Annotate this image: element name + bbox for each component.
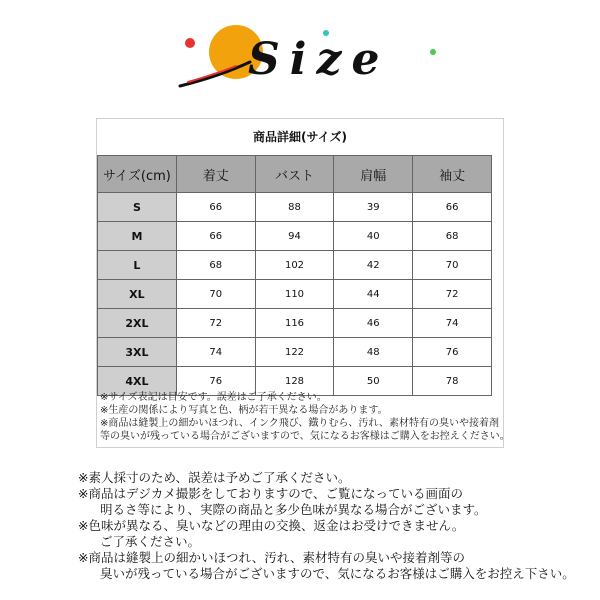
cell-bust: 88 — [255, 193, 334, 222]
cell-length: 66 — [176, 193, 255, 222]
cell-sleeve: 78 — [413, 367, 492, 396]
table-note: ※生産の関係により写真と色、柄が若干異なる場合があります。 — [100, 405, 388, 416]
table-note: ※商品は縫製上の細かいほつれ、インク飛び、鐡りむら、汚れ、素材特有の臭いや接着剤 — [100, 418, 499, 429]
table-title: 商品詳細(サイズ) — [252, 130, 347, 144]
header-row — [98, 156, 492, 193]
cell-length: 74 — [176, 338, 255, 367]
cell-sleeve: 76 — [413, 338, 492, 367]
cell-shoulder: 50 — [334, 367, 413, 396]
cell-bust: 128 — [255, 367, 334, 396]
header-bust: バスト — [255, 156, 334, 193]
cell-sleeve: 72 — [413, 280, 492, 309]
header-sleeve: 袖丈 — [413, 156, 492, 193]
cell-length: 72 — [176, 309, 255, 338]
size-label: XL — [98, 280, 177, 309]
table-notes — [100, 391, 510, 443]
logo-text: Size — [248, 34, 390, 85]
green-dot — [430, 49, 436, 55]
header-size: サイズ(cm) — [98, 156, 177, 193]
cell-shoulder: 40 — [334, 222, 413, 251]
cell-sleeve: 68 — [413, 222, 492, 251]
table-row — [98, 193, 492, 222]
cell-sleeve: 70 — [413, 251, 492, 280]
table-row — [98, 338, 492, 367]
cell-length: 66 — [176, 222, 255, 251]
table-row — [98, 309, 492, 338]
cell-sleeve: 66 — [413, 193, 492, 222]
note-line: ※色味が異なる、臭いなどの理由の交換、返金はお受けできません。 — [78, 518, 465, 533]
size-label: S — [98, 193, 177, 222]
size-label: L — [98, 251, 177, 280]
cell-bust: 102 — [255, 251, 334, 280]
table-note: ※サイズ表記は目安です。誤差はご了承ください。 — [100, 392, 327, 403]
note-line: 臭いが残っている場合がございますので、気になるお客様はご購入をお控え下さい。 — [100, 566, 575, 581]
cell-sleeve: 74 — [413, 309, 492, 338]
size-label: 4XL — [98, 367, 177, 396]
size-label: 3XL — [98, 338, 177, 367]
size-table — [97, 155, 492, 396]
table-row — [98, 222, 492, 251]
header-length: 着丈 — [176, 156, 255, 193]
table-row — [98, 251, 492, 280]
note-line: ※素人採寸のため、誤差は予めご了承ください。 — [78, 470, 351, 485]
cell-shoulder: 48 — [334, 338, 413, 367]
note-line: ご了承ください。 — [100, 534, 201, 549]
table-row — [98, 280, 492, 309]
size-logo — [0, 0, 600, 110]
cell-length: 68 — [176, 251, 255, 280]
cell-shoulder: 39 — [334, 193, 413, 222]
table-note: 等の臭いが残っている場合がございますので、気になるお客様はご購入をお控えください。 — [100, 431, 510, 442]
cell-length: 70 — [176, 280, 255, 309]
note-line: ※商品はデジカメ撮影をしておりますので、ご覧になっている画面の — [78, 486, 463, 501]
cell-bust: 94 — [255, 222, 334, 251]
size-label: 2XL — [98, 309, 177, 338]
cell-bust: 116 — [255, 309, 334, 338]
cell-shoulder: 42 — [334, 251, 413, 280]
note-line: ※商品は縫製上の細かいほつれ、汚れ、素材特有の臭いや接着剤等の — [78, 550, 465, 565]
cell-shoulder: 44 — [334, 280, 413, 309]
size-table-card — [96, 118, 510, 448]
cell-shoulder: 46 — [334, 309, 413, 338]
cell-bust: 110 — [255, 280, 334, 309]
size-label: M — [98, 222, 177, 251]
cell-length: 76 — [176, 367, 255, 396]
header-shoulder: 肩幅 — [334, 156, 413, 193]
disclaimer-notes — [78, 470, 578, 582]
cell-bust: 122 — [255, 338, 334, 367]
red-dot — [185, 38, 195, 48]
note-line: 明るさ等により、実際の商品と多少色味が異なる場合がございます。 — [100, 502, 487, 517]
